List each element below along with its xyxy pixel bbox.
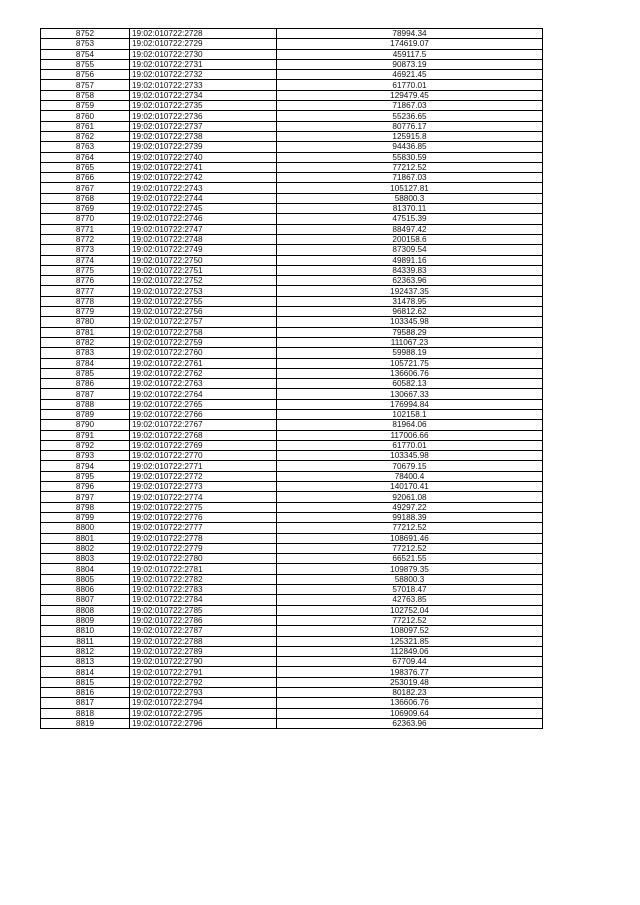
serial-number-cell: 8809 bbox=[41, 615, 130, 625]
amount-cell: 106909.64 bbox=[277, 708, 543, 718]
reference-cell: 19:02:010722:2745 bbox=[130, 204, 277, 214]
reference-cell: 19:02:010722:2779 bbox=[130, 543, 277, 553]
amount-cell: 108691.46 bbox=[277, 533, 543, 543]
amount-cell: 46921.45 bbox=[277, 70, 543, 80]
reference-cell: 19:02:010722:2757 bbox=[130, 317, 277, 327]
amount-cell: 60582.13 bbox=[277, 379, 543, 389]
serial-number-cell: 8788 bbox=[41, 399, 130, 409]
table-row bbox=[41, 554, 543, 564]
table-row bbox=[41, 409, 543, 419]
serial-number-cell: 8787 bbox=[41, 389, 130, 399]
serial-number-cell: 8816 bbox=[41, 688, 130, 698]
table-row bbox=[41, 379, 543, 389]
amount-cell: 81370.11 bbox=[277, 204, 543, 214]
table-row bbox=[41, 317, 543, 327]
serial-number-cell: 8819 bbox=[41, 718, 130, 728]
reference-cell: 19:02:010722:2741 bbox=[130, 162, 277, 172]
reference-cell: 19:02:010722:2748 bbox=[130, 234, 277, 244]
serial-number-cell: 8799 bbox=[41, 512, 130, 522]
table-row bbox=[41, 368, 543, 378]
table-row bbox=[41, 296, 543, 306]
table-row bbox=[41, 193, 543, 203]
serial-number-cell: 8806 bbox=[41, 585, 130, 595]
amount-cell: 108097.52 bbox=[277, 626, 543, 636]
table-row bbox=[41, 224, 543, 234]
amount-cell: 77212.52 bbox=[277, 523, 543, 533]
amount-cell: 459117.5 bbox=[277, 49, 543, 59]
reference-cell: 19:02:010722:2759 bbox=[130, 337, 277, 347]
amount-cell: 59988.19 bbox=[277, 348, 543, 358]
reference-cell: 19:02:010722:2784 bbox=[130, 595, 277, 605]
reference-cell: 19:02:010722:2736 bbox=[130, 111, 277, 121]
table-row bbox=[41, 131, 543, 141]
serial-number-cell: 8791 bbox=[41, 430, 130, 440]
reference-cell: 19:02:010722:2796 bbox=[130, 718, 277, 728]
serial-number-cell: 8757 bbox=[41, 80, 130, 90]
table-row bbox=[41, 615, 543, 625]
table-row bbox=[41, 39, 543, 49]
serial-number-cell: 8756 bbox=[41, 70, 130, 80]
reference-cell: 19:02:010722:2735 bbox=[130, 101, 277, 111]
reference-cell: 19:02:010722:2751 bbox=[130, 265, 277, 275]
serial-number-cell: 8783 bbox=[41, 348, 130, 358]
reference-cell: 19:02:010722:2787 bbox=[130, 626, 277, 636]
serial-number-cell: 8797 bbox=[41, 492, 130, 502]
amount-cell: 125915.8 bbox=[277, 131, 543, 141]
serial-number-cell: 8817 bbox=[41, 698, 130, 708]
table-row bbox=[41, 461, 543, 471]
reference-cell: 19:02:010722:2791 bbox=[130, 667, 277, 677]
reference-cell: 19:02:010722:2772 bbox=[130, 471, 277, 481]
reference-cell: 19:02:010722:2782 bbox=[130, 574, 277, 584]
serial-number-cell: 8785 bbox=[41, 368, 130, 378]
serial-number-cell: 8808 bbox=[41, 605, 130, 615]
amount-cell: 198376.77 bbox=[277, 667, 543, 677]
reference-cell: 19:02:010722:2783 bbox=[130, 585, 277, 595]
table-row bbox=[41, 327, 543, 337]
amount-cell: 105721.75 bbox=[277, 358, 543, 368]
reference-cell: 19:02:010722:2732 bbox=[130, 70, 277, 80]
serial-number-cell: 8772 bbox=[41, 234, 130, 244]
table-row bbox=[41, 574, 543, 584]
amount-cell: 42763.85 bbox=[277, 595, 543, 605]
amount-cell: 136606.76 bbox=[277, 698, 543, 708]
table-row bbox=[41, 688, 543, 698]
amount-cell: 92061.08 bbox=[277, 492, 543, 502]
table-row bbox=[41, 708, 543, 718]
serial-number-cell: 8768 bbox=[41, 193, 130, 203]
table-row bbox=[41, 173, 543, 183]
amount-cell: 49297.22 bbox=[277, 502, 543, 512]
amount-cell: 125321.85 bbox=[277, 636, 543, 646]
table-row bbox=[41, 183, 543, 193]
reference-cell: 19:02:010722:2753 bbox=[130, 286, 277, 296]
amount-cell: 200158.6 bbox=[277, 234, 543, 244]
serial-number-cell: 8795 bbox=[41, 471, 130, 481]
reference-cell: 19:02:010722:2764 bbox=[130, 389, 277, 399]
amount-cell: 47515.39 bbox=[277, 214, 543, 224]
reference-cell: 19:02:010722:2766 bbox=[130, 409, 277, 419]
table-row bbox=[41, 512, 543, 522]
reference-cell: 19:02:010722:2749 bbox=[130, 245, 277, 255]
amount-cell: 77212.52 bbox=[277, 615, 543, 625]
serial-number-cell: 8804 bbox=[41, 564, 130, 574]
reference-cell: 19:02:010722:2775 bbox=[130, 502, 277, 512]
amount-cell: 253019.48 bbox=[277, 677, 543, 687]
table-row bbox=[41, 162, 543, 172]
amount-cell: 112849.06 bbox=[277, 646, 543, 656]
reference-cell: 19:02:010722:2773 bbox=[130, 482, 277, 492]
amount-cell: 49891.16 bbox=[277, 255, 543, 265]
amount-cell: 192437.35 bbox=[277, 286, 543, 296]
reference-cell: 19:02:010722:2737 bbox=[130, 121, 277, 131]
amount-cell: 103345.98 bbox=[277, 451, 543, 461]
reference-cell: 19:02:010722:2774 bbox=[130, 492, 277, 502]
amount-cell: 80182.23 bbox=[277, 688, 543, 698]
serial-number-cell: 8779 bbox=[41, 307, 130, 317]
serial-number-cell: 8776 bbox=[41, 276, 130, 286]
serial-number-cell: 8759 bbox=[41, 101, 130, 111]
serial-number-cell: 8762 bbox=[41, 131, 130, 141]
table-row bbox=[41, 90, 543, 100]
reference-cell: 19:02:010722:2790 bbox=[130, 657, 277, 667]
amount-cell: 79588.29 bbox=[277, 327, 543, 337]
table-row bbox=[41, 111, 543, 121]
amount-cell: 103345.98 bbox=[277, 317, 543, 327]
table-body bbox=[41, 29, 543, 729]
serial-number-cell: 8754 bbox=[41, 49, 130, 59]
table-row bbox=[41, 255, 543, 265]
serial-number-cell: 8777 bbox=[41, 286, 130, 296]
reference-cell: 19:02:010722:2763 bbox=[130, 379, 277, 389]
table-row bbox=[41, 337, 543, 347]
reference-cell: 19:02:010722:2765 bbox=[130, 399, 277, 409]
reference-cell: 19:02:010722:2730 bbox=[130, 49, 277, 59]
table-row bbox=[41, 657, 543, 667]
table-row bbox=[41, 204, 543, 214]
serial-number-cell: 8786 bbox=[41, 379, 130, 389]
table-row bbox=[41, 502, 543, 512]
amount-cell: 71867.03 bbox=[277, 101, 543, 111]
reference-cell: 19:02:010722:2747 bbox=[130, 224, 277, 234]
table-row bbox=[41, 492, 543, 502]
reference-cell: 19:02:010722:2776 bbox=[130, 512, 277, 522]
table-row bbox=[41, 152, 543, 162]
reference-cell: 19:02:010722:2781 bbox=[130, 564, 277, 574]
amount-cell: 67709.44 bbox=[277, 657, 543, 667]
table-row bbox=[41, 543, 543, 553]
serial-number-cell: 8782 bbox=[41, 337, 130, 347]
table-row bbox=[41, 49, 543, 59]
reference-cell: 19:02:010722:2777 bbox=[130, 523, 277, 533]
amount-cell: 61770.01 bbox=[277, 80, 543, 90]
table-row bbox=[41, 59, 543, 69]
records-table bbox=[40, 28, 543, 729]
reference-cell: 19:02:010722:2788 bbox=[130, 636, 277, 646]
serial-number-cell: 8805 bbox=[41, 574, 130, 584]
table-row bbox=[41, 265, 543, 275]
table-row bbox=[41, 70, 543, 80]
serial-number-cell: 8807 bbox=[41, 595, 130, 605]
reference-cell: 19:02:010722:2758 bbox=[130, 327, 277, 337]
reference-cell: 19:02:010722:2744 bbox=[130, 193, 277, 203]
table-row bbox=[41, 142, 543, 152]
table-row bbox=[41, 636, 543, 646]
amount-cell: 62363.96 bbox=[277, 718, 543, 728]
serial-number-cell: 8769 bbox=[41, 204, 130, 214]
reference-cell: 19:02:010722:2761 bbox=[130, 358, 277, 368]
reference-cell: 19:02:010722:2756 bbox=[130, 307, 277, 317]
amount-cell: 102158.1 bbox=[277, 409, 543, 419]
table-row bbox=[41, 234, 543, 244]
amount-cell: 109879.35 bbox=[277, 564, 543, 574]
table-row bbox=[41, 420, 543, 430]
reference-cell: 19:02:010722:2755 bbox=[130, 296, 277, 306]
serial-number-cell: 8755 bbox=[41, 59, 130, 69]
table-row bbox=[41, 80, 543, 90]
table-row bbox=[41, 667, 543, 677]
reference-cell: 19:02:010722:2728 bbox=[130, 29, 277, 39]
amount-cell: 57018.47 bbox=[277, 585, 543, 595]
amount-cell: 78400.4 bbox=[277, 471, 543, 481]
reference-cell: 19:02:010722:2740 bbox=[130, 152, 277, 162]
reference-cell: 19:02:010722:2762 bbox=[130, 368, 277, 378]
reference-cell: 19:02:010722:2778 bbox=[130, 533, 277, 543]
amount-cell: 62363.96 bbox=[277, 276, 543, 286]
serial-number-cell: 8813 bbox=[41, 657, 130, 667]
reference-cell: 19:02:010722:2743 bbox=[130, 183, 277, 193]
serial-number-cell: 8763 bbox=[41, 142, 130, 152]
reference-cell: 19:02:010722:2771 bbox=[130, 461, 277, 471]
table-row bbox=[41, 471, 543, 481]
reference-cell: 19:02:010722:2731 bbox=[130, 59, 277, 69]
reference-cell: 19:02:010722:2746 bbox=[130, 214, 277, 224]
reference-cell: 19:02:010722:2769 bbox=[130, 440, 277, 450]
serial-number-cell: 8767 bbox=[41, 183, 130, 193]
serial-number-cell: 8758 bbox=[41, 90, 130, 100]
amount-cell: 58800.3 bbox=[277, 193, 543, 203]
table-row bbox=[41, 595, 543, 605]
table-row bbox=[41, 626, 543, 636]
reference-cell: 19:02:010722:2785 bbox=[130, 605, 277, 615]
table-row bbox=[41, 348, 543, 358]
table-row bbox=[41, 276, 543, 286]
table-row bbox=[41, 29, 543, 39]
reference-cell: 19:02:010722:2729 bbox=[130, 39, 277, 49]
reference-cell: 19:02:010722:2734 bbox=[130, 90, 277, 100]
serial-number-cell: 8781 bbox=[41, 327, 130, 337]
amount-cell: 84339.83 bbox=[277, 265, 543, 275]
serial-number-cell: 8792 bbox=[41, 440, 130, 450]
serial-number-cell: 8793 bbox=[41, 451, 130, 461]
serial-number-cell: 8784 bbox=[41, 358, 130, 368]
table-row bbox=[41, 399, 543, 409]
reference-cell: 19:02:010722:2770 bbox=[130, 451, 277, 461]
table-row bbox=[41, 533, 543, 543]
amount-cell: 130667.33 bbox=[277, 389, 543, 399]
table-row bbox=[41, 451, 543, 461]
table-row bbox=[41, 677, 543, 687]
serial-number-cell: 8812 bbox=[41, 646, 130, 656]
table-row bbox=[41, 698, 543, 708]
amount-cell: 94436.85 bbox=[277, 142, 543, 152]
amount-cell: 90873.19 bbox=[277, 59, 543, 69]
serial-number-cell: 8801 bbox=[41, 533, 130, 543]
table-row bbox=[41, 440, 543, 450]
amount-cell: 55830.59 bbox=[277, 152, 543, 162]
amount-cell: 81964.06 bbox=[277, 420, 543, 430]
serial-number-cell: 8774 bbox=[41, 255, 130, 265]
amount-cell: 80776.17 bbox=[277, 121, 543, 131]
amount-cell: 71867.03 bbox=[277, 173, 543, 183]
table-row bbox=[41, 358, 543, 368]
serial-number-cell: 8773 bbox=[41, 245, 130, 255]
amount-cell: 77212.52 bbox=[277, 543, 543, 553]
serial-number-cell: 8771 bbox=[41, 224, 130, 234]
serial-number-cell: 8803 bbox=[41, 554, 130, 564]
table-row bbox=[41, 245, 543, 255]
serial-number-cell: 8778 bbox=[41, 296, 130, 306]
reference-cell: 19:02:010722:2738 bbox=[130, 131, 277, 141]
table-row bbox=[41, 430, 543, 440]
reference-cell: 19:02:010722:2786 bbox=[130, 615, 277, 625]
serial-number-cell: 8815 bbox=[41, 677, 130, 687]
table-row bbox=[41, 307, 543, 317]
amount-cell: 174619.07 bbox=[277, 39, 543, 49]
serial-number-cell: 8789 bbox=[41, 409, 130, 419]
amount-cell: 176994.84 bbox=[277, 399, 543, 409]
amount-cell: 78994.34 bbox=[277, 29, 543, 39]
serial-number-cell: 8790 bbox=[41, 420, 130, 430]
reference-cell: 19:02:010722:2795 bbox=[130, 708, 277, 718]
table-row bbox=[41, 214, 543, 224]
amount-cell: 77212.52 bbox=[277, 162, 543, 172]
reference-cell: 19:02:010722:2752 bbox=[130, 276, 277, 286]
amount-cell: 70679.15 bbox=[277, 461, 543, 471]
table-row bbox=[41, 718, 543, 728]
reference-cell: 19:02:010722:2792 bbox=[130, 677, 277, 687]
reference-cell: 19:02:010722:2760 bbox=[130, 348, 277, 358]
reference-cell: 19:02:010722:2768 bbox=[130, 430, 277, 440]
serial-number-cell: 8810 bbox=[41, 626, 130, 636]
amount-cell: 96812.62 bbox=[277, 307, 543, 317]
amount-cell: 111067.23 bbox=[277, 337, 543, 347]
serial-number-cell: 8761 bbox=[41, 121, 130, 131]
table-row bbox=[41, 121, 543, 131]
amount-cell: 129479.45 bbox=[277, 90, 543, 100]
serial-number-cell: 8794 bbox=[41, 461, 130, 471]
amount-cell: 66521.55 bbox=[277, 554, 543, 564]
reference-cell: 19:02:010722:2780 bbox=[130, 554, 277, 564]
reference-cell: 19:02:010722:2767 bbox=[130, 420, 277, 430]
table-row bbox=[41, 585, 543, 595]
serial-number-cell: 8752 bbox=[41, 29, 130, 39]
reference-cell: 19:02:010722:2794 bbox=[130, 698, 277, 708]
reference-cell: 19:02:010722:2750 bbox=[130, 255, 277, 265]
table-row bbox=[41, 605, 543, 615]
amount-cell: 99188.39 bbox=[277, 512, 543, 522]
reference-cell: 19:02:010722:2793 bbox=[130, 688, 277, 698]
serial-number-cell: 8766 bbox=[41, 173, 130, 183]
serial-number-cell: 8760 bbox=[41, 111, 130, 121]
amount-cell: 117006.66 bbox=[277, 430, 543, 440]
serial-number-cell: 8818 bbox=[41, 708, 130, 718]
table-row bbox=[41, 389, 543, 399]
serial-number-cell: 8802 bbox=[41, 543, 130, 553]
reference-cell: 19:02:010722:2742 bbox=[130, 173, 277, 183]
amount-cell: 140170.41 bbox=[277, 482, 543, 492]
amount-cell: 88497.42 bbox=[277, 224, 543, 234]
serial-number-cell: 8811 bbox=[41, 636, 130, 646]
serial-number-cell: 8770 bbox=[41, 214, 130, 224]
serial-number-cell: 8780 bbox=[41, 317, 130, 327]
amount-cell: 55236.65 bbox=[277, 111, 543, 121]
table-row bbox=[41, 646, 543, 656]
serial-number-cell: 8765 bbox=[41, 162, 130, 172]
serial-number-cell: 8775 bbox=[41, 265, 130, 275]
serial-number-cell: 8796 bbox=[41, 482, 130, 492]
table-row bbox=[41, 523, 543, 533]
table-row bbox=[41, 482, 543, 492]
amount-cell: 105127.81 bbox=[277, 183, 543, 193]
table-row bbox=[41, 101, 543, 111]
serial-number-cell: 8764 bbox=[41, 152, 130, 162]
amount-cell: 87309.54 bbox=[277, 245, 543, 255]
amount-cell: 136606.76 bbox=[277, 368, 543, 378]
table-row bbox=[41, 564, 543, 574]
reference-cell: 19:02:010722:2739 bbox=[130, 142, 277, 152]
serial-number-cell: 8800 bbox=[41, 523, 130, 533]
serial-number-cell: 8753 bbox=[41, 39, 130, 49]
serial-number-cell: 8814 bbox=[41, 667, 130, 677]
amount-cell: 61770.01 bbox=[277, 440, 543, 450]
serial-number-cell: 8798 bbox=[41, 502, 130, 512]
reference-cell: 19:02:010722:2733 bbox=[130, 80, 277, 90]
reference-cell: 19:02:010722:2789 bbox=[130, 646, 277, 656]
amount-cell: 102752.04 bbox=[277, 605, 543, 615]
table-row bbox=[41, 286, 543, 296]
amount-cell: 58800.3 bbox=[277, 574, 543, 584]
amount-cell: 31478.95 bbox=[277, 296, 543, 306]
